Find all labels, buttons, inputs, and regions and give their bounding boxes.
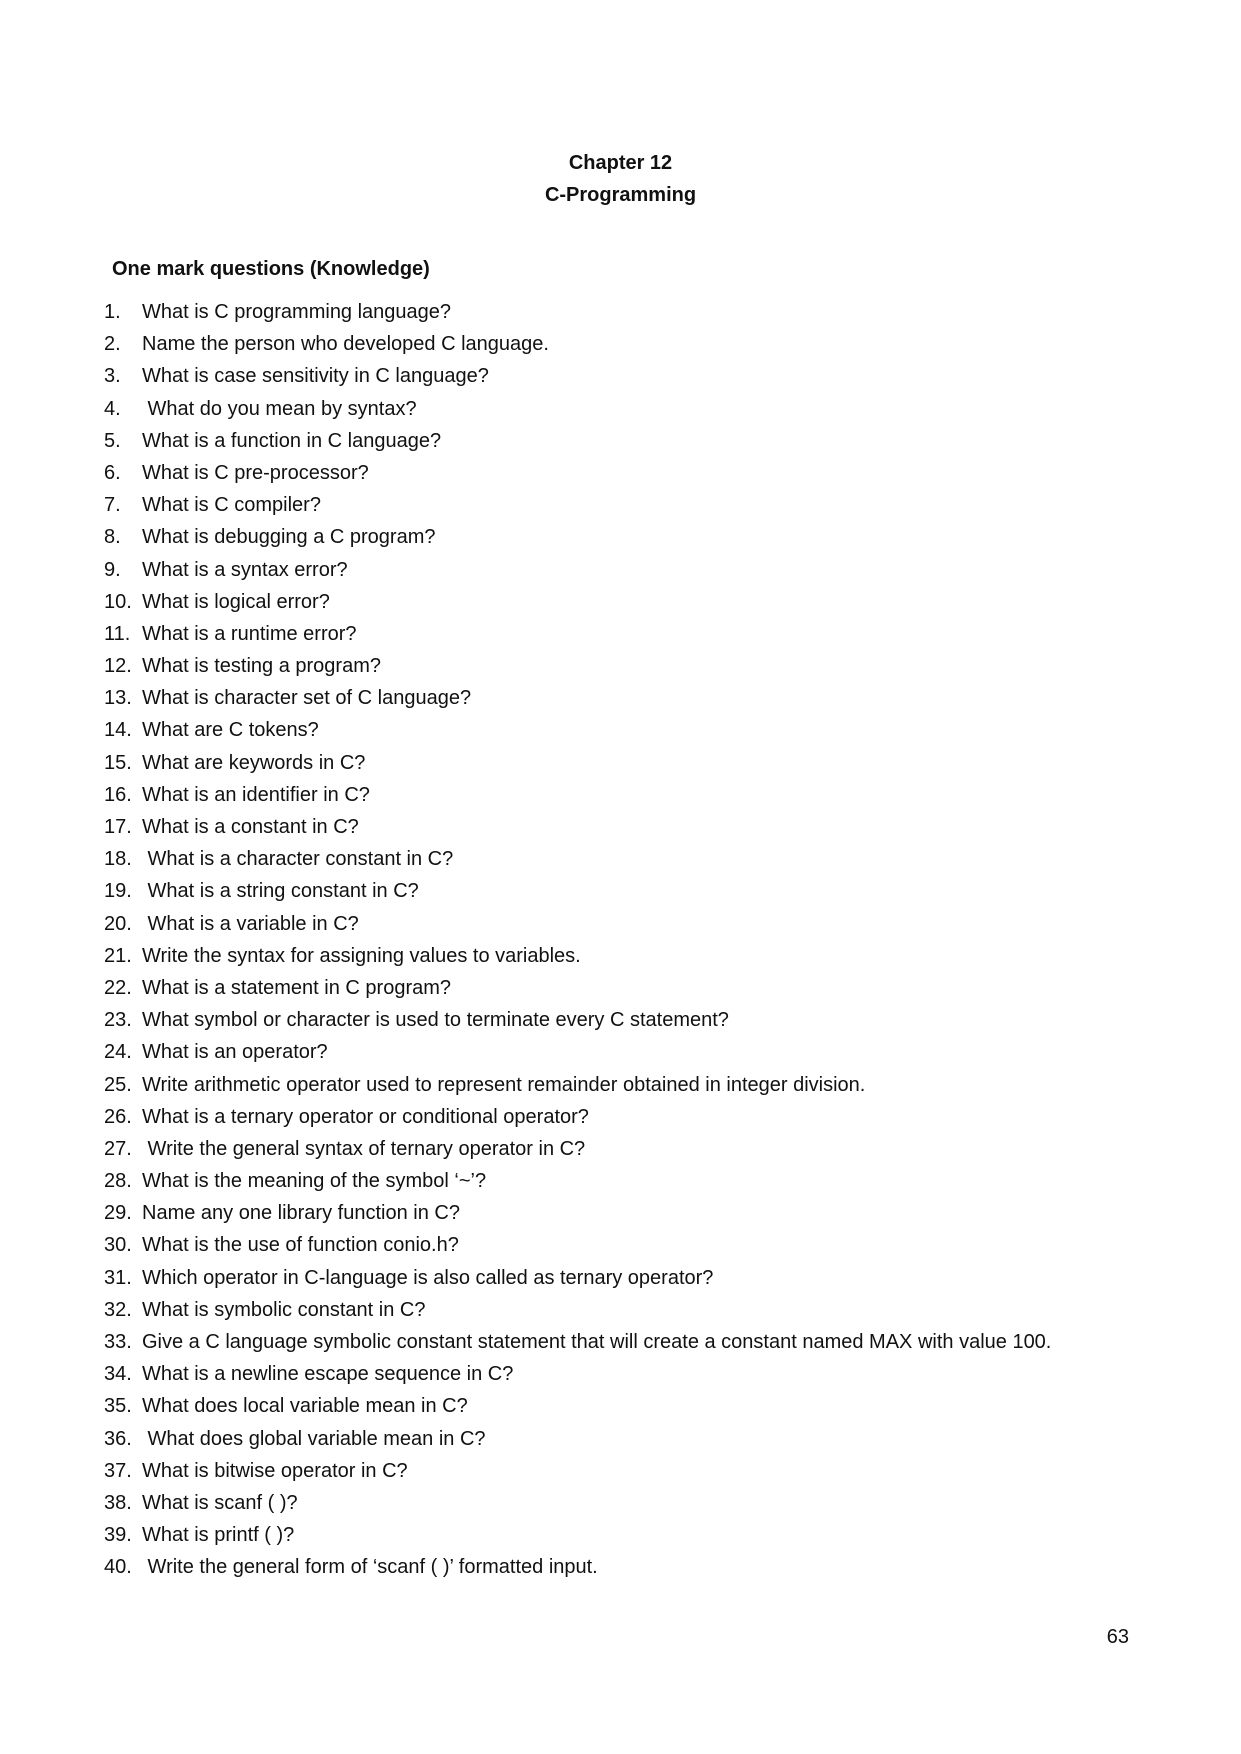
list-item	[104, 972, 1051, 1004]
question-number: 37.	[104, 1459, 132, 1482]
list-item	[104, 714, 1051, 746]
question-number: 23.	[104, 1009, 132, 1032]
question-text: What is C compiler?	[142, 494, 321, 517]
question-text: Write the general form of ‘scanf ( )’ formatted input.	[142, 1556, 598, 1579]
question-number: 38.	[104, 1491, 132, 1514]
question-number: 5.	[104, 429, 121, 452]
chapter-number: Chapter 12	[568, 152, 673, 174]
list-item	[104, 393, 1051, 425]
question-number: 14.	[104, 719, 132, 742]
question-text: What is character set of C language?	[142, 687, 472, 710]
question-text: What is symbolic constant in C?	[142, 1298, 426, 1321]
page-number: 63	[1106, 1626, 1129, 1648]
question-number: 2.	[104, 333, 121, 356]
list-item	[104, 618, 1051, 650]
list-item	[104, 843, 1051, 875]
question-number: 8.	[104, 526, 121, 549]
question-number: 1.	[104, 301, 121, 323]
list-item	[104, 1101, 1051, 1133]
question-text: What is debugging a C program?	[142, 526, 436, 549]
question-number: 3.	[104, 365, 121, 388]
question-number: 15.	[104, 751, 132, 774]
question-text: Write arithmetic operator used to represent remainder obtained in integer division.	[142, 1073, 866, 1096]
question-text: What is a ternary operator or conditional operator?	[142, 1105, 589, 1128]
question-number: 28.	[104, 1170, 132, 1193]
question-number: 16.	[104, 783, 132, 806]
list-item	[104, 1519, 1051, 1551]
question-number: 12.	[104, 655, 132, 678]
question-number: 9.	[104, 558, 121, 581]
list-item	[104, 1197, 1051, 1229]
list-item	[104, 1229, 1051, 1261]
question-text: What is a string constant in C?	[142, 880, 419, 903]
question-text: What do you mean by syntax?	[142, 397, 417, 420]
question-number: 19.	[104, 880, 132, 903]
list-item	[104, 328, 1051, 360]
list-item	[104, 1423, 1051, 1455]
list-item	[104, 908, 1051, 940]
question-text: What is the meaning of the symbol ‘~’?	[142, 1170, 487, 1193]
question-number: 26.	[104, 1105, 132, 1128]
list-item	[104, 425, 1051, 457]
question-text: What does global variable mean in C?	[142, 1427, 486, 1450]
question-number: 7.	[104, 494, 121, 517]
question-number: 36.	[104, 1427, 132, 1450]
list-item	[104, 1165, 1051, 1197]
question-text: What is a function in C language?	[142, 429, 442, 452]
question-number: 33.	[104, 1331, 132, 1353]
question-number: 22.	[104, 976, 132, 999]
question-text: What is a syntax error?	[142, 558, 348, 581]
question-number: 25.	[104, 1073, 132, 1096]
question-number: 10.	[104, 590, 132, 613]
list-item	[104, 1294, 1051, 1326]
question-number: 40.	[104, 1556, 132, 1579]
list-item	[104, 1004, 1051, 1036]
question-number: 29.	[104, 1202, 132, 1225]
list-item	[104, 650, 1051, 682]
question-text: What is the use of function conio.h?	[142, 1234, 459, 1257]
question-number: 35.	[104, 1395, 132, 1418]
question-text: What is testing a program?	[142, 655, 381, 678]
question-text: What is C programming language?	[142, 301, 452, 323]
list-item	[104, 360, 1051, 392]
list-item	[104, 1455, 1051, 1487]
question-text: What is a statement in C program?	[142, 976, 452, 999]
question-text: What is case sensitivity in C language?	[142, 365, 489, 388]
question-text: What is a character constant in C?	[142, 848, 454, 871]
list-item	[104, 811, 1051, 843]
list-item	[104, 1551, 1051, 1583]
question-text: Write the general syntax of ternary operator in C?	[142, 1137, 586, 1160]
question-number: 34.	[104, 1363, 132, 1386]
question-number: 21.	[104, 944, 132, 967]
question-text: What is an operator?	[142, 1041, 328, 1064]
question-text: What are C tokens?	[142, 719, 319, 742]
question-text: Write the syntax for assigning values to variables.	[142, 944, 581, 967]
question-text: Which operator in C-language is also called as ternary operator?	[142, 1266, 714, 1289]
question-number: 32.	[104, 1298, 132, 1321]
question-number: 13.	[104, 687, 132, 710]
list-item	[104, 1326, 1051, 1358]
question-text: What is printf ( )?	[142, 1524, 295, 1547]
question-text: What is a runtime error?	[142, 622, 357, 645]
list-item	[104, 940, 1051, 972]
question-list	[104, 296, 1051, 1584]
question-number: 39.	[104, 1524, 132, 1547]
question-text: What is C pre-processor?	[142, 461, 369, 484]
question-text: What is a constant in C?	[142, 816, 359, 838]
question-text: What symbol or character is used to terminate every C statement?	[142, 1009, 729, 1032]
section-heading: One mark questions (Knowledge)	[112, 258, 430, 280]
question-number: 20.	[104, 912, 132, 935]
question-text: What is scanf ( )?	[142, 1491, 298, 1514]
question-text: Name any one library function in C?	[142, 1202, 460, 1225]
list-item	[104, 747, 1051, 779]
question-number: 11.	[104, 622, 131, 645]
list-item	[104, 1262, 1051, 1294]
list-item	[104, 554, 1051, 586]
list-item	[104, 586, 1051, 618]
question-text: Name the person who developed C language.	[142, 333, 549, 356]
list-item	[104, 1390, 1051, 1422]
question-number: 4.	[104, 397, 121, 420]
question-text: What is a newline escape sequence in C?	[142, 1363, 514, 1386]
question-text: What is an identifier in C?	[142, 783, 370, 806]
question-number: 27.	[104, 1137, 132, 1160]
list-item	[104, 1133, 1051, 1165]
list-item	[104, 521, 1051, 553]
list-item	[104, 296, 1051, 328]
list-item	[104, 1358, 1051, 1390]
list-item	[104, 779, 1051, 811]
question-text: What is logical error?	[142, 590, 330, 613]
question-text: What are keywords in C?	[142, 751, 366, 774]
list-item	[104, 875, 1051, 907]
question-text: Give a C language symbolic constant statement that will create a constant named MAX with value 100.	[142, 1331, 1052, 1353]
question-text: What does local variable mean in C?	[142, 1395, 468, 1418]
list-item	[104, 1069, 1051, 1101]
question-number: 17.	[104, 816, 132, 838]
question-number: 6.	[104, 461, 121, 484]
list-item	[104, 1036, 1051, 1068]
list-item	[104, 1487, 1051, 1519]
chapter-title: C-Programming	[544, 184, 697, 206]
question-number: 30.	[104, 1234, 132, 1257]
question-number: 31.	[104, 1266, 132, 1289]
list-item	[104, 682, 1051, 714]
question-number: 18.	[104, 848, 132, 871]
list-item	[104, 489, 1051, 521]
question-text: What is a variable in C?	[142, 912, 359, 935]
question-text: What is bitwise operator in C?	[142, 1459, 408, 1482]
list-item	[104, 457, 1051, 489]
question-number: 24.	[104, 1041, 132, 1064]
